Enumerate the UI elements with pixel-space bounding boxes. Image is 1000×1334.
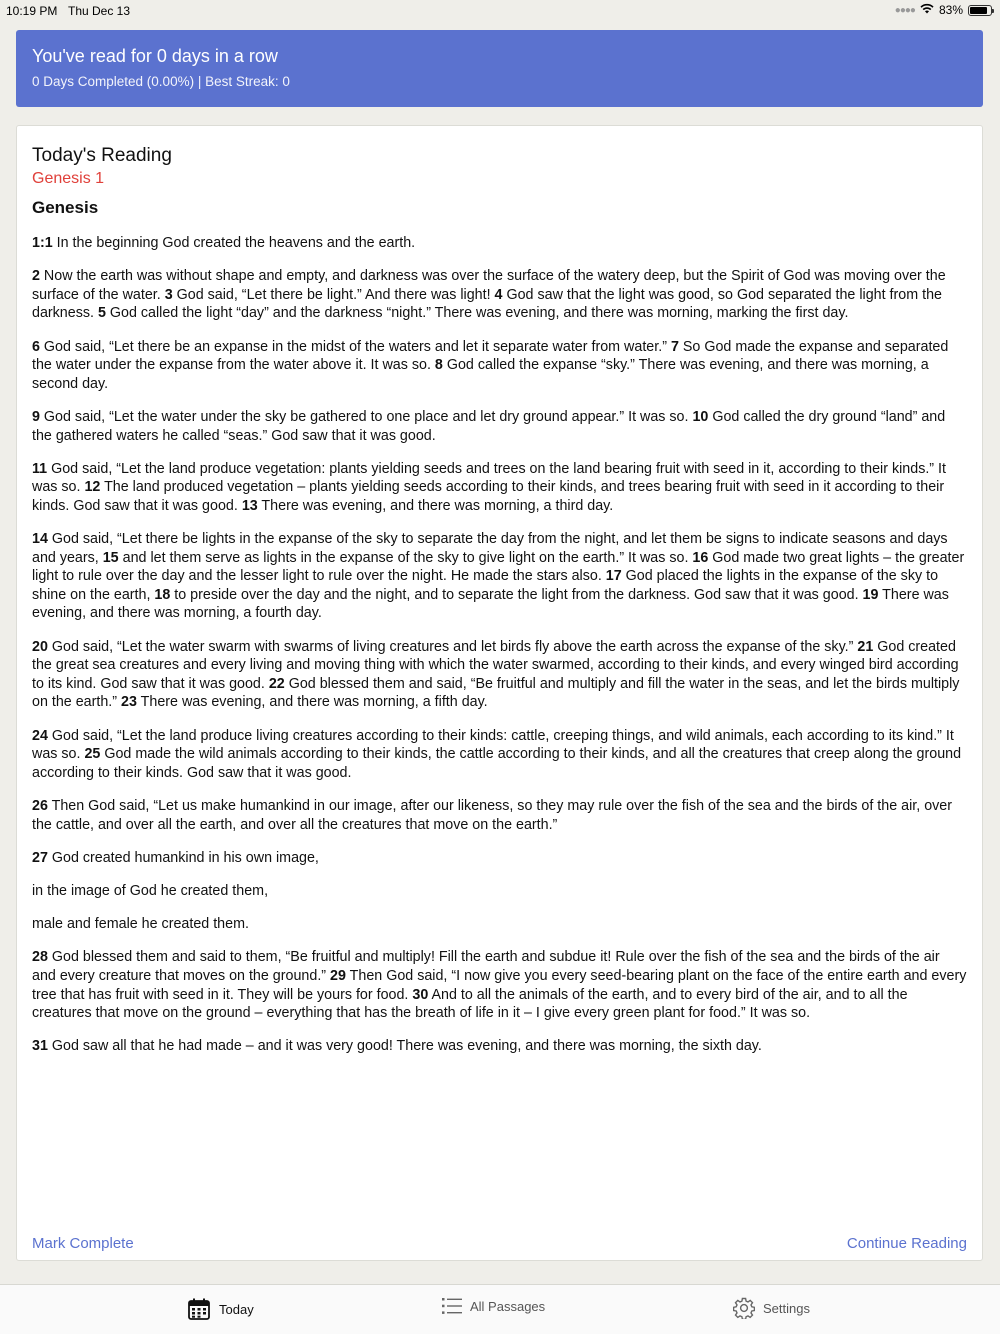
verse-number: 12	[84, 479, 101, 496]
verse-number: 14	[32, 531, 48, 548]
verse-number: 2	[32, 268, 40, 285]
verse-number: 28	[32, 949, 48, 966]
reading-paragraph	[32, 849, 967, 868]
verse-number: 18	[154, 586, 171, 603]
verse-number: 7	[670, 338, 679, 355]
verse-text: There was evening, and there was morning, a third day.	[257, 497, 614, 514]
verse-number: 8	[434, 357, 443, 374]
verse-text: God saw all that he had made – and it was very good! There was evening, and there was morning, the sixth day.	[47, 1038, 762, 1055]
verse-text: God blessed them and said, “Be fruitful and multiply and fill the water in the seas, and let the birds multiply on the earth.”	[32, 675, 960, 711]
continue-reading-button[interactable]: Continue Reading	[846, 1235, 967, 1252]
verse-text: There was evening, and there was morning, a fifth day.	[136, 694, 488, 711]
streak-banner	[16, 30, 983, 107]
reading-paragraph	[32, 234, 967, 253]
verse-number: 31	[32, 1038, 48, 1055]
reading-paragraph	[32, 948, 967, 1022]
signal-icon: ●●●●	[894, 4, 915, 16]
reading-paragraph	[32, 1037, 967, 1056]
verse-text: So God made the expanse and separated the water under the expanse from the water above it. It was so.	[32, 338, 949, 374]
verse-number: 17	[605, 568, 622, 585]
verse-number: 11	[32, 460, 48, 477]
verse-number: 1:1	[32, 235, 53, 251]
verse-text: Now the earth was without shape and empty, and darkness was over the surface of the watery deep, but the Spirit of God was moving over the surface of the water.	[32, 268, 946, 303]
verse-text: God placed the lights in the expanse of the sky to shine on the earth,	[32, 568, 939, 603]
verse-number: 25	[84, 746, 101, 763]
tab-label: Settings	[763, 1300, 810, 1316]
verse-text: Then God said, “Let us make humankind in our image, after our likeness, so they may rule over the fish of the sea and the birds of the air, over the cattle, and over all the earth, and over all the creatures that move on the earth.”	[32, 798, 953, 833]
verse-number: 13	[241, 497, 258, 514]
tab-label: All Passages	[470, 1298, 546, 1314]
verse-number: 27	[32, 849, 48, 866]
verse-text: In the beginning God created the heavens and the earth.	[52, 235, 416, 251]
verse-number: 4	[494, 286, 503, 303]
verse-number: 10	[692, 408, 709, 425]
card-heading: Today's Reading	[32, 145, 172, 166]
verse-text: God said, “Let the water swarm with swarms of living creatures and let birds fly above the earth across the expanse of the sky.”	[47, 638, 858, 655]
verse-text: God said, “Let the land produce vegetation: plants yielding seeds and trees on the land bearing fruit with seed in it, according to their kinds.” It was so.	[32, 460, 946, 496]
list-icon	[442, 1297, 462, 1315]
verse-number: 30	[412, 986, 429, 1003]
reading-paragraph	[32, 638, 967, 712]
tab-today[interactable]	[187, 1297, 254, 1321]
verse-number: 3	[164, 286, 173, 303]
verse-number: 29	[330, 967, 346, 984]
verse-text: God said, “Let the water under the sky be gathered to one place and let dry ground appear.” It was so.	[39, 408, 693, 425]
status-time: 10:19 PM	[6, 4, 58, 18]
verse-text: God created humankind in his own image,	[47, 849, 319, 866]
verse-text: Then God said, “I now give you every seed-bearing plant on the face of the entire earth and every tree that has fruit with seed in it. They will be yours for food.	[32, 967, 967, 1003]
reading-paragraph	[32, 408, 967, 445]
verse-text: to preside over the day and the night, and to separate the light from the darkness. God saw that it was good.	[170, 586, 863, 603]
book-title: Genesis	[32, 198, 99, 217]
reading-text	[32, 234, 967, 1056]
verse-number: 19	[862, 586, 879, 603]
verse-text: God made the wild animals according to their kinds, the cattle according to their kinds, and all the creatures that creep along the ground according to their kinds. God saw that it was good.	[32, 746, 962, 781]
verse-number: 26	[32, 798, 48, 814]
card-actions	[32, 1235, 967, 1252]
reading-paragraph	[32, 530, 967, 623]
verse-text: God said, “Let there be an expanse in the midst of the waters and let it separate water from water.”	[39, 338, 671, 355]
reading-card	[16, 125, 983, 1261]
verse-number: 16	[692, 549, 709, 566]
wifi-icon	[920, 3, 934, 17]
verse-text: God called the dry ground “land” and the gathered waters he called “seas.” God saw that it was good.	[32, 408, 946, 444]
verse-text: There was evening, and there was morning, a fourth day.	[32, 586, 949, 622]
verse-number: 22	[268, 675, 285, 692]
mark-complete-button[interactable]: Mark Complete	[32, 1235, 134, 1252]
verse-text: in the image of God he created them,	[32, 882, 269, 899]
battery-icon	[968, 5, 992, 16]
verse-text: And to all the animals of the earth, and to every bird of the air, and to all the creatures that move on the ground – everything that has the breath of life in it – I give every green plant for food.” It was so.	[32, 986, 908, 1022]
battery-percent: 83%	[938, 3, 963, 17]
status-indicators	[895, 3, 992, 17]
status-bar	[0, 0, 1000, 22]
verse-text: God created the great sea creatures and every living and moving thing with which the water swarmed, according to their kinds, and every winged bird according to its kind. God saw that it was good.	[32, 638, 959, 692]
verse-number: 5	[97, 305, 106, 322]
reading-paragraph	[32, 915, 967, 934]
verse-text: God made two great lights – the greater light to rule over the day and the lesser light to rule over the night. He made the stars also.	[32, 549, 965, 585]
tab-label: Today	[219, 1301, 254, 1317]
tab-settings[interactable]	[733, 1297, 810, 1319]
verse-text: God saw that the light was good, so God separated the light from the darkness.	[32, 286, 942, 322]
verse-number: 15	[102, 549, 119, 566]
verse-text: The land produced vegetation – plants yielding seeds according to their kinds, and trees bearing fruit with seed in it according to their kinds. God saw that it was good.	[32, 479, 945, 514]
reading-paragraph	[32, 882, 967, 901]
calendar-icon	[187, 1297, 211, 1321]
streak-title: You've read for 0 days in a row	[32, 46, 278, 66]
tab-bar	[0, 1284, 1000, 1334]
verse-number: 9	[32, 408, 40, 425]
verse-text: God called the expanse “sky.” There was evening, and there was morning, a second day.	[32, 357, 929, 392]
verse-number: 24	[32, 727, 48, 744]
gear-icon	[733, 1297, 755, 1319]
reading-paragraph	[32, 727, 967, 783]
verse-text: God said, “Let there be light.” And there was light!	[172, 286, 495, 303]
verse-number: 20	[32, 638, 48, 655]
verse-text: and let them serve as lights in the expanse of the sky to give light on the earth.” It was so.	[118, 549, 693, 566]
verse-text: God blessed them and said to them, “Be fruitful and multiply! Fill the earth and subdue it! Rule over the fish of the sea and the birds of the air and every creature that moves on the ground.”	[32, 949, 940, 984]
passage-reference: Genesis 1	[32, 170, 105, 187]
verse-text: God called the light “day” and the darkness “night.” There was evening, and there was morning, marking the first day.	[105, 305, 849, 322]
streak-subtitle: 0 Days Completed (0.00%) | Best Streak: 0	[32, 74, 290, 89]
verse-number: 23	[121, 694, 137, 711]
status-date: Thu Dec 13	[68, 4, 131, 18]
verse-text: male and female he created them.	[32, 916, 249, 933]
reading-paragraph	[32, 460, 967, 516]
reading-paragraph	[32, 338, 967, 394]
reading-paragraph	[32, 797, 967, 834]
reading-paragraph	[32, 267, 967, 323]
verse-number: 21	[857, 638, 874, 655]
verse-number: 6	[32, 338, 40, 355]
tab-all-passages[interactable]	[442, 1297, 545, 1315]
verse-text: God said, “Let the land produce living creatures according to their kinds: cattle, creeping things, and wild animals, each according to its kind.” It was so.	[32, 727, 954, 763]
verse-text: God said, “Let there be lights in the expanse of the sky to separate the day from the night, and let them be signs to indicate seasons and days and years,	[32, 531, 948, 566]
